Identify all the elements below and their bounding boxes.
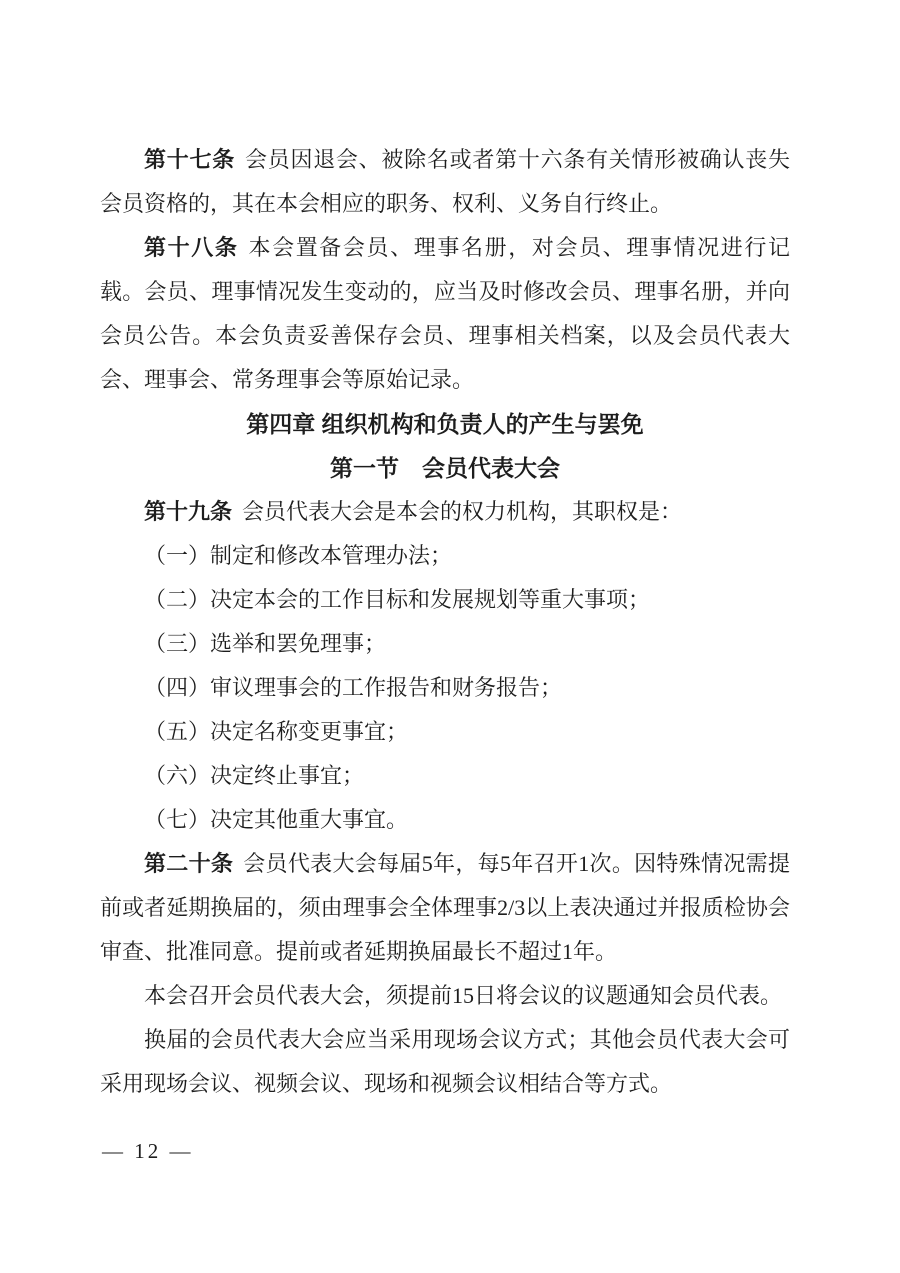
list-item-1: （一）制定和修改本管理办法； (144, 543, 453, 568)
page-number: — 12 — (102, 1139, 194, 1163)
article-20-label: 第二十条 (144, 851, 234, 876)
article-20-paragraph-3: 换届的会员代表大会应当采用现场会议方式；其他会员代表大会可采用现场会议、视频会议、现场和视频会议相结合等方式。 (100, 1027, 790, 1096)
list-item-3: （三）选举和罢免理事； (144, 631, 387, 656)
article-17-label: 第十七条 (144, 147, 235, 172)
section-1-heading: 第一节 会员代表大会 (330, 455, 560, 481)
list-item-5: （五）决定名称变更事宜； (144, 719, 409, 744)
document-body (100, 138, 790, 1106)
article-18-paragraph (100, 226, 790, 402)
chapter-4-heading: 第四章 组织机构和负责人的产生与罢免 (246, 411, 644, 437)
list-item-7: （七）决定其他重大事宜。 (144, 807, 409, 832)
article-20-paragraph (100, 842, 790, 974)
article-19-text: 会员代表大会是本会的权力机构，其职权是： (242, 499, 683, 524)
list-item-6: （六）决定终止事宜； (144, 763, 365, 788)
article-18-text: 本会置备会员、理事名册，对会员、理事情况进行记载。会员、理事情况发生变动的，应当及时修改会员、理事名册，并向会员公告。本会负责妥善保存会员、理事相关档案，以及会员代表大会、理事会、常务理事会等原始记录。 (100, 235, 790, 392)
article-17-text: 会员因退会、被除名或者第十六条有关情形被确认丧失会员资格的，其在本会相应的职务、权利、义务自行终止。 (100, 147, 790, 216)
list-item-2: （二）决定本会的工作目标和发展规划等重大事项； (144, 587, 651, 612)
article-20-paragraph-2: 本会召开会员代表大会，须提前15日将会议的议题通知会员代表。 (144, 983, 783, 1008)
article-18-label: 第十八条 (144, 235, 239, 260)
article-19-paragraph (100, 490, 790, 534)
article-17-paragraph (100, 138, 790, 226)
article-20-text: 会员代表大会每届5年，每5年召开1次。因特殊情况需提前或者延期换届的，须由理事会全体理事2/3以上表决通过并报质检协会审查、批准同意。提前或者延期换届最长不超过1年。 (100, 851, 790, 964)
article-19-label: 第十九条 (144, 499, 233, 524)
list-item-4: （四）审议理事会的工作报告和财务报告； (144, 675, 563, 700)
